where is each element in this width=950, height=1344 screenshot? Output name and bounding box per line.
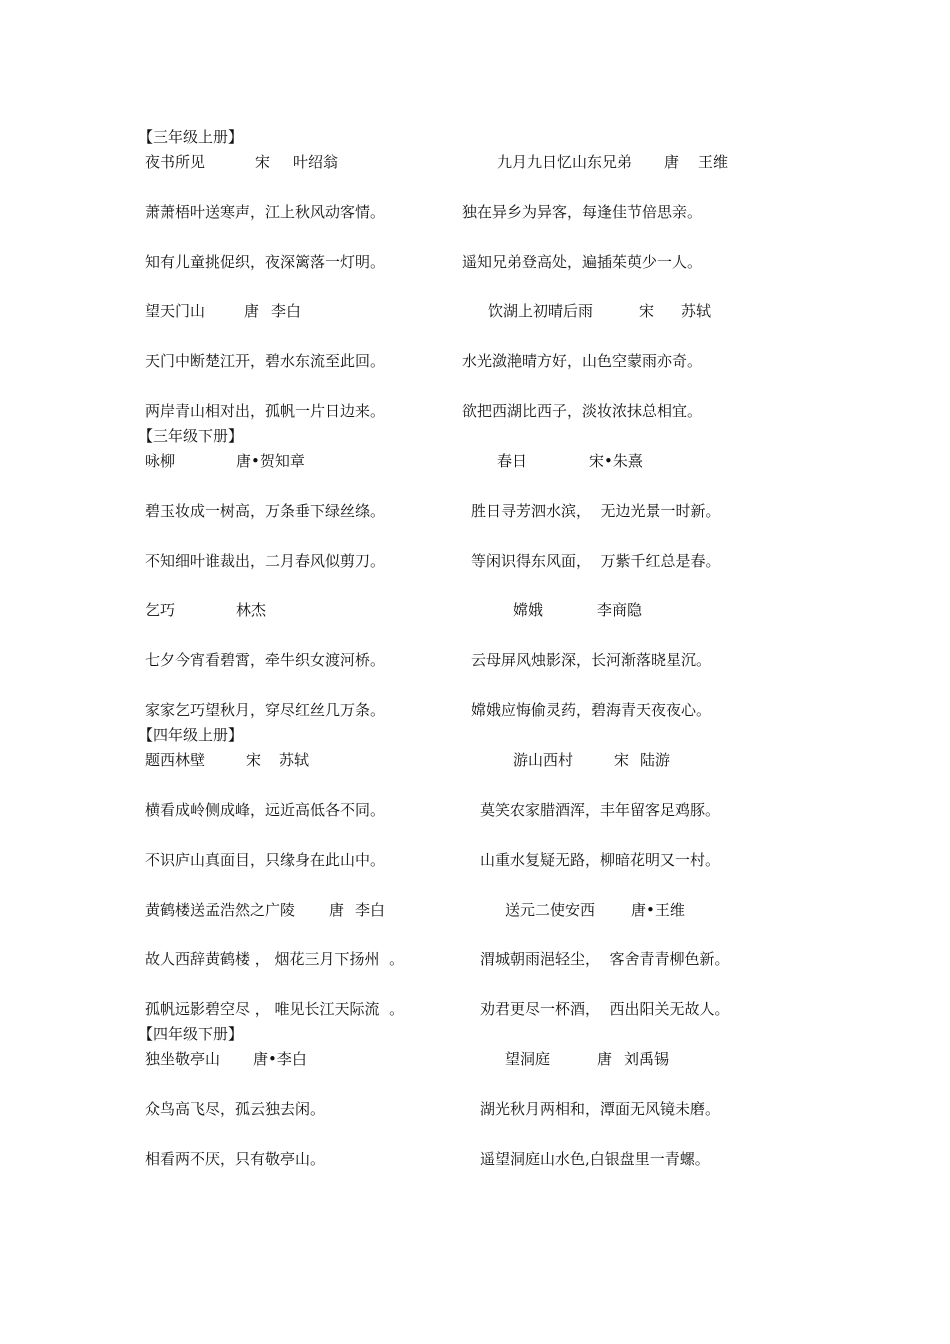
poem-dynasty: 宋: [639, 302, 655, 320]
poem-line: 胜日寻芳泗水滨， 无边光景一时新。: [471, 502, 721, 520]
poem-author: 林杰: [236, 601, 267, 619]
poem-author: 王维: [698, 153, 729, 171]
poem-title: 夜书所见: [145, 153, 206, 171]
poem-line: 萧萧梧叶送寒声，江上秋风动客情。: [145, 203, 386, 221]
poem-dynasty: 唐: [597, 1050, 613, 1068]
poem-byline: 唐•王维: [631, 901, 685, 919]
poem-title: 望天门山: [145, 302, 206, 320]
poem-dynasty: 唐: [664, 153, 680, 171]
poem-title: 饮湖上初晴后雨: [488, 302, 594, 320]
poem-line: 嫦娥应悔偷灵药，碧海青天夜夜心。: [471, 701, 712, 719]
poem-line: 孤帆远影碧空尽 ， 唯见长江天际流 。: [145, 1000, 405, 1018]
poem-line: 众鸟高飞尽，孤云独去闲。: [145, 1100, 326, 1118]
poem-line: 不识庐山真面目，只缘身在此山中。: [145, 851, 386, 869]
poem-author: 李商隐: [597, 601, 643, 619]
poem-line: 遥望洞庭山水色,白银盘里一青螺。: [480, 1150, 710, 1168]
poem-dynasty: 宋: [614, 751, 630, 769]
section-heading: 【四年级上册】: [138, 726, 244, 744]
poem-author: 叶绍翁: [293, 153, 339, 171]
poem-title: 春日: [497, 452, 528, 470]
poem-title: 咏柳: [145, 452, 176, 470]
poem-line: 等闲识得东风面， 万紫千红总是春。: [471, 552, 721, 570]
poem-author: 李白: [271, 302, 302, 320]
poem-line: 水光潋滟晴方好，山色空蒙雨亦奇。: [462, 352, 703, 370]
poem-author: 刘禹锡: [624, 1050, 670, 1068]
poem-line: 遥知兄弟登高处，遍插茱萸少一人。: [462, 253, 703, 271]
poem-dynasty: 宋: [246, 751, 262, 769]
poem-dynasty: 唐: [329, 901, 345, 919]
poem-title: 送元二使安西: [505, 901, 596, 919]
poem-line: 欲把西湖比西子，淡妆浓抹总相宜。: [462, 402, 703, 420]
poem-title: 独坐敬亭山: [145, 1050, 221, 1068]
poem-line: 渭城朝雨浥轻尘， 客舍青青柳色新。: [480, 950, 730, 968]
poem-byline: 唐•李白: [253, 1050, 307, 1068]
poem-line: 知有儿童挑促织，夜深篱落一灯明。: [145, 253, 386, 271]
poem-line: 横看成岭侧成峰，远近高低各不同。: [145, 801, 386, 819]
poem-byline: 宋•朱熹: [589, 452, 643, 470]
poem-line: 莫笑农家腊酒浑，丰年留客足鸡豚。: [480, 801, 721, 819]
poem-title: 望洞庭: [505, 1050, 551, 1068]
poem-line: 劝君更尽一杯酒， 西出阳关无故人。: [480, 1000, 730, 1018]
poem-author: 苏轼: [279, 751, 310, 769]
poem-author: 苏轼: [681, 302, 712, 320]
poem-dynasty: 唐: [244, 302, 260, 320]
section-heading: 【三年级下册】: [138, 427, 244, 445]
poem-line: 家家乞巧望秋月，穿尽红丝几万条。: [145, 701, 386, 719]
poem-title: 游山西村: [513, 751, 574, 769]
poem-author: 陆游: [640, 751, 671, 769]
section-heading: 【四年级下册】: [138, 1025, 244, 1043]
poem-dynasty: 宋: [255, 153, 271, 171]
poem-line: 云母屏风烛影深，长河渐落晓星沉。: [471, 651, 712, 669]
poem-title: 题西林壁: [145, 751, 206, 769]
poem-line: 两岸青山相对出，孤帆一片日边来。: [145, 402, 386, 420]
poem-title: 九月九日忆山东兄弟: [497, 153, 633, 171]
poem-line: 独在异乡为异客，每逢佳节倍思亲。: [462, 203, 703, 221]
poem-line: 不知细叶谁裁出，二月春风似剪刀。: [145, 552, 386, 570]
poem-line: 天门中断楚江开，碧水东流至此回。: [145, 352, 386, 370]
poem-line: 相看两不厌，只有敬亭山。: [145, 1150, 326, 1168]
poem-title: 乞巧: [145, 601, 176, 619]
poem-title: 嫦娥: [513, 601, 544, 619]
poem-line: 碧玉妆成一树高，万条垂下绿丝绦。: [145, 502, 386, 520]
poem-line: 七夕今宵看碧霄，牵牛织女渡河桥。: [145, 651, 386, 669]
poem-byline: 唐•贺知章: [236, 452, 305, 470]
poem-author: 李白: [355, 901, 386, 919]
poem-line: 故人西辞黄鹤楼 ， 烟花三月下扬州 。: [145, 950, 405, 968]
poem-line: 湖光秋月两相和，潭面无风镜未磨。: [480, 1100, 721, 1118]
poem-title: 黄鹤楼送孟浩然之广陵: [145, 901, 296, 919]
section-heading: 【三年级上册】: [138, 128, 244, 146]
poem-line: 山重水复疑无路，柳暗花明又一村。: [480, 851, 721, 869]
